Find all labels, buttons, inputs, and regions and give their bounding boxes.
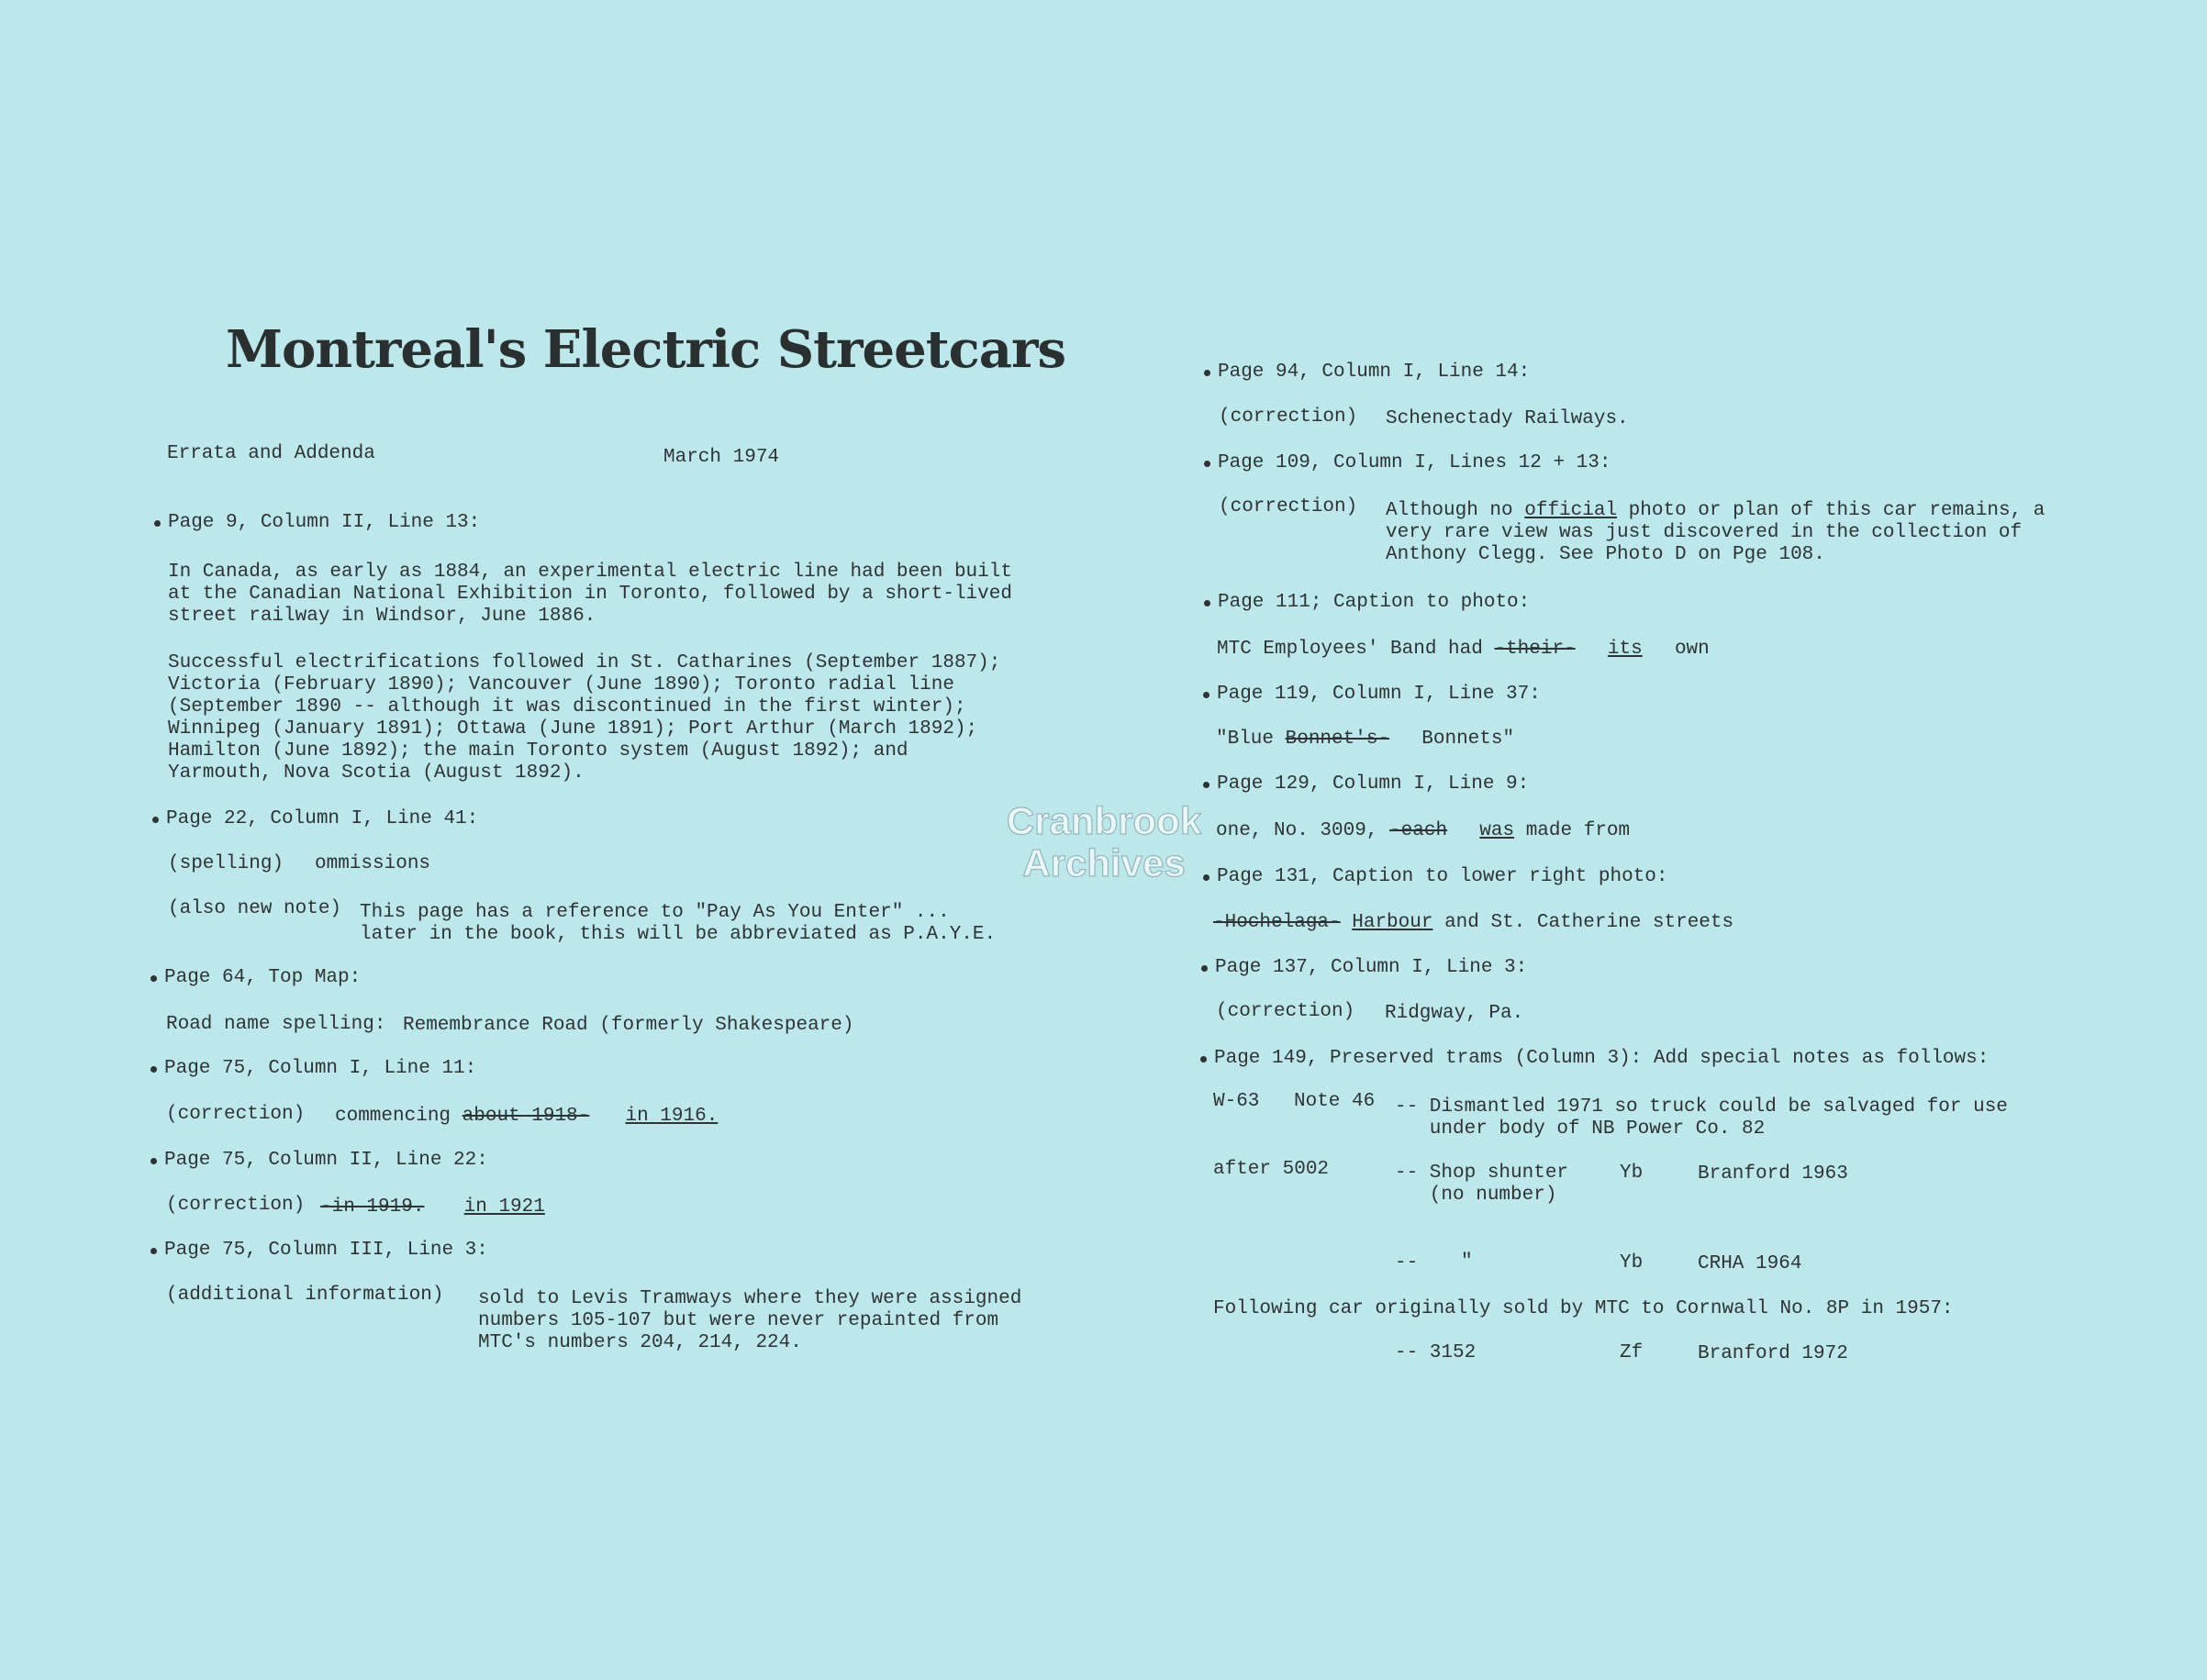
underlined-word: official <box>1524 500 1618 521</box>
correction-line: Although no official photo or plan of this car remains, a <box>1386 500 2045 521</box>
correction-line <box>335 1106 718 1128</box>
entry-label: (correction) <box>1216 1001 1355 1022</box>
table-cell: Yb <box>1620 1252 1644 1274</box>
entry-label: (correction) <box>166 1195 306 1216</box>
entry-heading: Page 149, Preserved trams (Column 3): Add special notes as follows: <box>1214 1048 1990 1069</box>
corrected-text: its <box>1607 639 1643 660</box>
corrected-text: Bonnets" <box>1421 729 1515 750</box>
corrected-text: in 1921 <box>463 1196 545 1218</box>
struck-text: -each <box>1389 820 1448 841</box>
entry-value: ommissions <box>315 853 431 874</box>
entry-heading: Page 75, Column I, Line 11: <box>164 1058 477 1079</box>
corrected-text: was <box>1479 820 1515 841</box>
entry-heading: Page 64, Top Map: <box>164 967 362 988</box>
date: March 1974 <box>663 447 780 468</box>
table-cell: Branford 1972 <box>1698 1343 1848 1364</box>
table-cell: after 5002 <box>1213 1159 1330 1180</box>
entry-heading: Page 129, Column I, Line 9: <box>1217 773 1530 795</box>
entry-note: This page has a reference to "Pay As You Enter" ... later in the book, this will be abbreviated as P.A.Y.E. <box>360 902 997 945</box>
entry-label: (additional information) <box>166 1285 444 1306</box>
entry-label: (correction) <box>166 1104 306 1125</box>
struck-text: -Hochelaga- <box>1213 912 1341 933</box>
struck-text: -their- <box>1494 639 1576 660</box>
entry-heading: Page 119, Column I, Line 37: <box>1217 684 1541 705</box>
entry-label: (correction) <box>1219 496 1358 517</box>
entry-heading: Page 22, Column I, Line 41: <box>166 808 479 829</box>
entry-heading: Page 131, Caption to lower right photo: <box>1217 866 1668 887</box>
entry-value: Ridgway, Pa. <box>1385 1003 1524 1024</box>
table-cell: -- <box>1395 1252 1419 1274</box>
correction-line: one, No. 3009, -each was made from <box>1216 820 1631 841</box>
entry-label: (spelling) <box>168 853 284 874</box>
entry-heading: Page 75, Column III, Line 3: <box>164 1240 488 1261</box>
entry-label: (also new note) <box>168 898 342 919</box>
entry-paragraph: In Canada, as early as 1884, an experimental electric line had been built at the Canadian National Exhibition in Toronto, followed by a short-lived street railway in Windsor, June 1886. <box>168 562 1012 627</box>
corrected-text: Harbour <box>1352 912 1433 933</box>
entry-heading: Page 94, Column I, Line 14: <box>1218 362 1531 383</box>
entry-value: Remembrance Road (formerly Shakespeare) <box>403 1015 854 1036</box>
entry-value: Schenectady Railways. <box>1386 408 1629 429</box>
struck-text: about 1918- <box>462 1106 590 1127</box>
table-cell: Yb <box>1620 1163 1644 1184</box>
table-cell: Note 46 <box>1294 1091 1376 1112</box>
entry-heading: Page 109, Column I, Lines 12 + 13: <box>1218 452 1611 473</box>
struck-text: Bonnet's- <box>1285 729 1390 750</box>
correction-line <box>320 1196 545 1218</box>
entry-heading: Page 137, Column I, Line 3: <box>1215 957 1528 978</box>
entry-label: (correction) <box>1219 406 1358 428</box>
subtitle: Errata and Addenda <box>167 443 375 464</box>
correction-line: "Blue Bonnet's- Bonnets" <box>1216 729 1515 750</box>
correction-text: commencing <box>335 1106 451 1127</box>
entry-paragraph: sold to Levis Tramways where they were assigned numbers 105-107 but were never repainted from MTC's numbers 204, 214, 224. <box>478 1288 1022 1353</box>
table-cell: -- Dismantled 1971 so truck could be salvaged for use under body of NB Power Co. 82 <box>1395 1096 2008 1140</box>
correction-line: MTC Employees' Band had -their- its own <box>1217 639 1710 660</box>
entry-paragraph: Successful electrifications followed in St. Catharines (September 1887); Victoria (February 1890); Vancouver (June 1890); Toronto radial line (September 1890 -- although it was discontinued in the first winter); Winnipeg (January 1891); Ottawa (June 1891); Port Arthur (March 1892); Hamilton (June 1892); the main Toronto system (August 1892); and Yarmouth, Nova Scotia (August 1892). <box>168 652 1001 784</box>
table-cell: Branford 1963 <box>1698 1163 1848 1185</box>
table-cell: -- Shop shunter (no number) <box>1395 1163 1569 1206</box>
corrected-text: in 1916. <box>625 1106 719 1127</box>
entry-heading: Page 75, Column II, Line 22: <box>164 1150 488 1171</box>
archive-watermark: Cranbrook Archives <box>1006 799 1202 885</box>
note-line: Following car originally sold by MTC to Cornwall No. 8P in 1957: <box>1213 1298 1954 1319</box>
correction-line: -Hochelaga- Harbour and St. Catherine streets <box>1213 912 1734 933</box>
entry-paragraph: very rare view was just discovered in the collection of Anthony Clegg. See Photo D on Pge 108. <box>1386 522 2023 565</box>
entry-label: Road name spelling: <box>166 1014 386 1035</box>
table-cell: -- 3152 <box>1395 1342 1477 1363</box>
table-cell: Zf <box>1620 1342 1644 1363</box>
table-cell: W-63 <box>1213 1091 1260 1112</box>
entry-heading: Page 9, Column II, Line 13: <box>168 512 481 533</box>
entry-heading: Page 111; Caption to photo: <box>1218 592 1531 613</box>
struck-text: -in 1919. <box>320 1196 425 1218</box>
ditto-mark: " <box>1461 1252 1473 1273</box>
page-title: Montreal's Electric Streetcars <box>226 319 1066 380</box>
table-cell: CRHA 1964 <box>1698 1253 1802 1274</box>
